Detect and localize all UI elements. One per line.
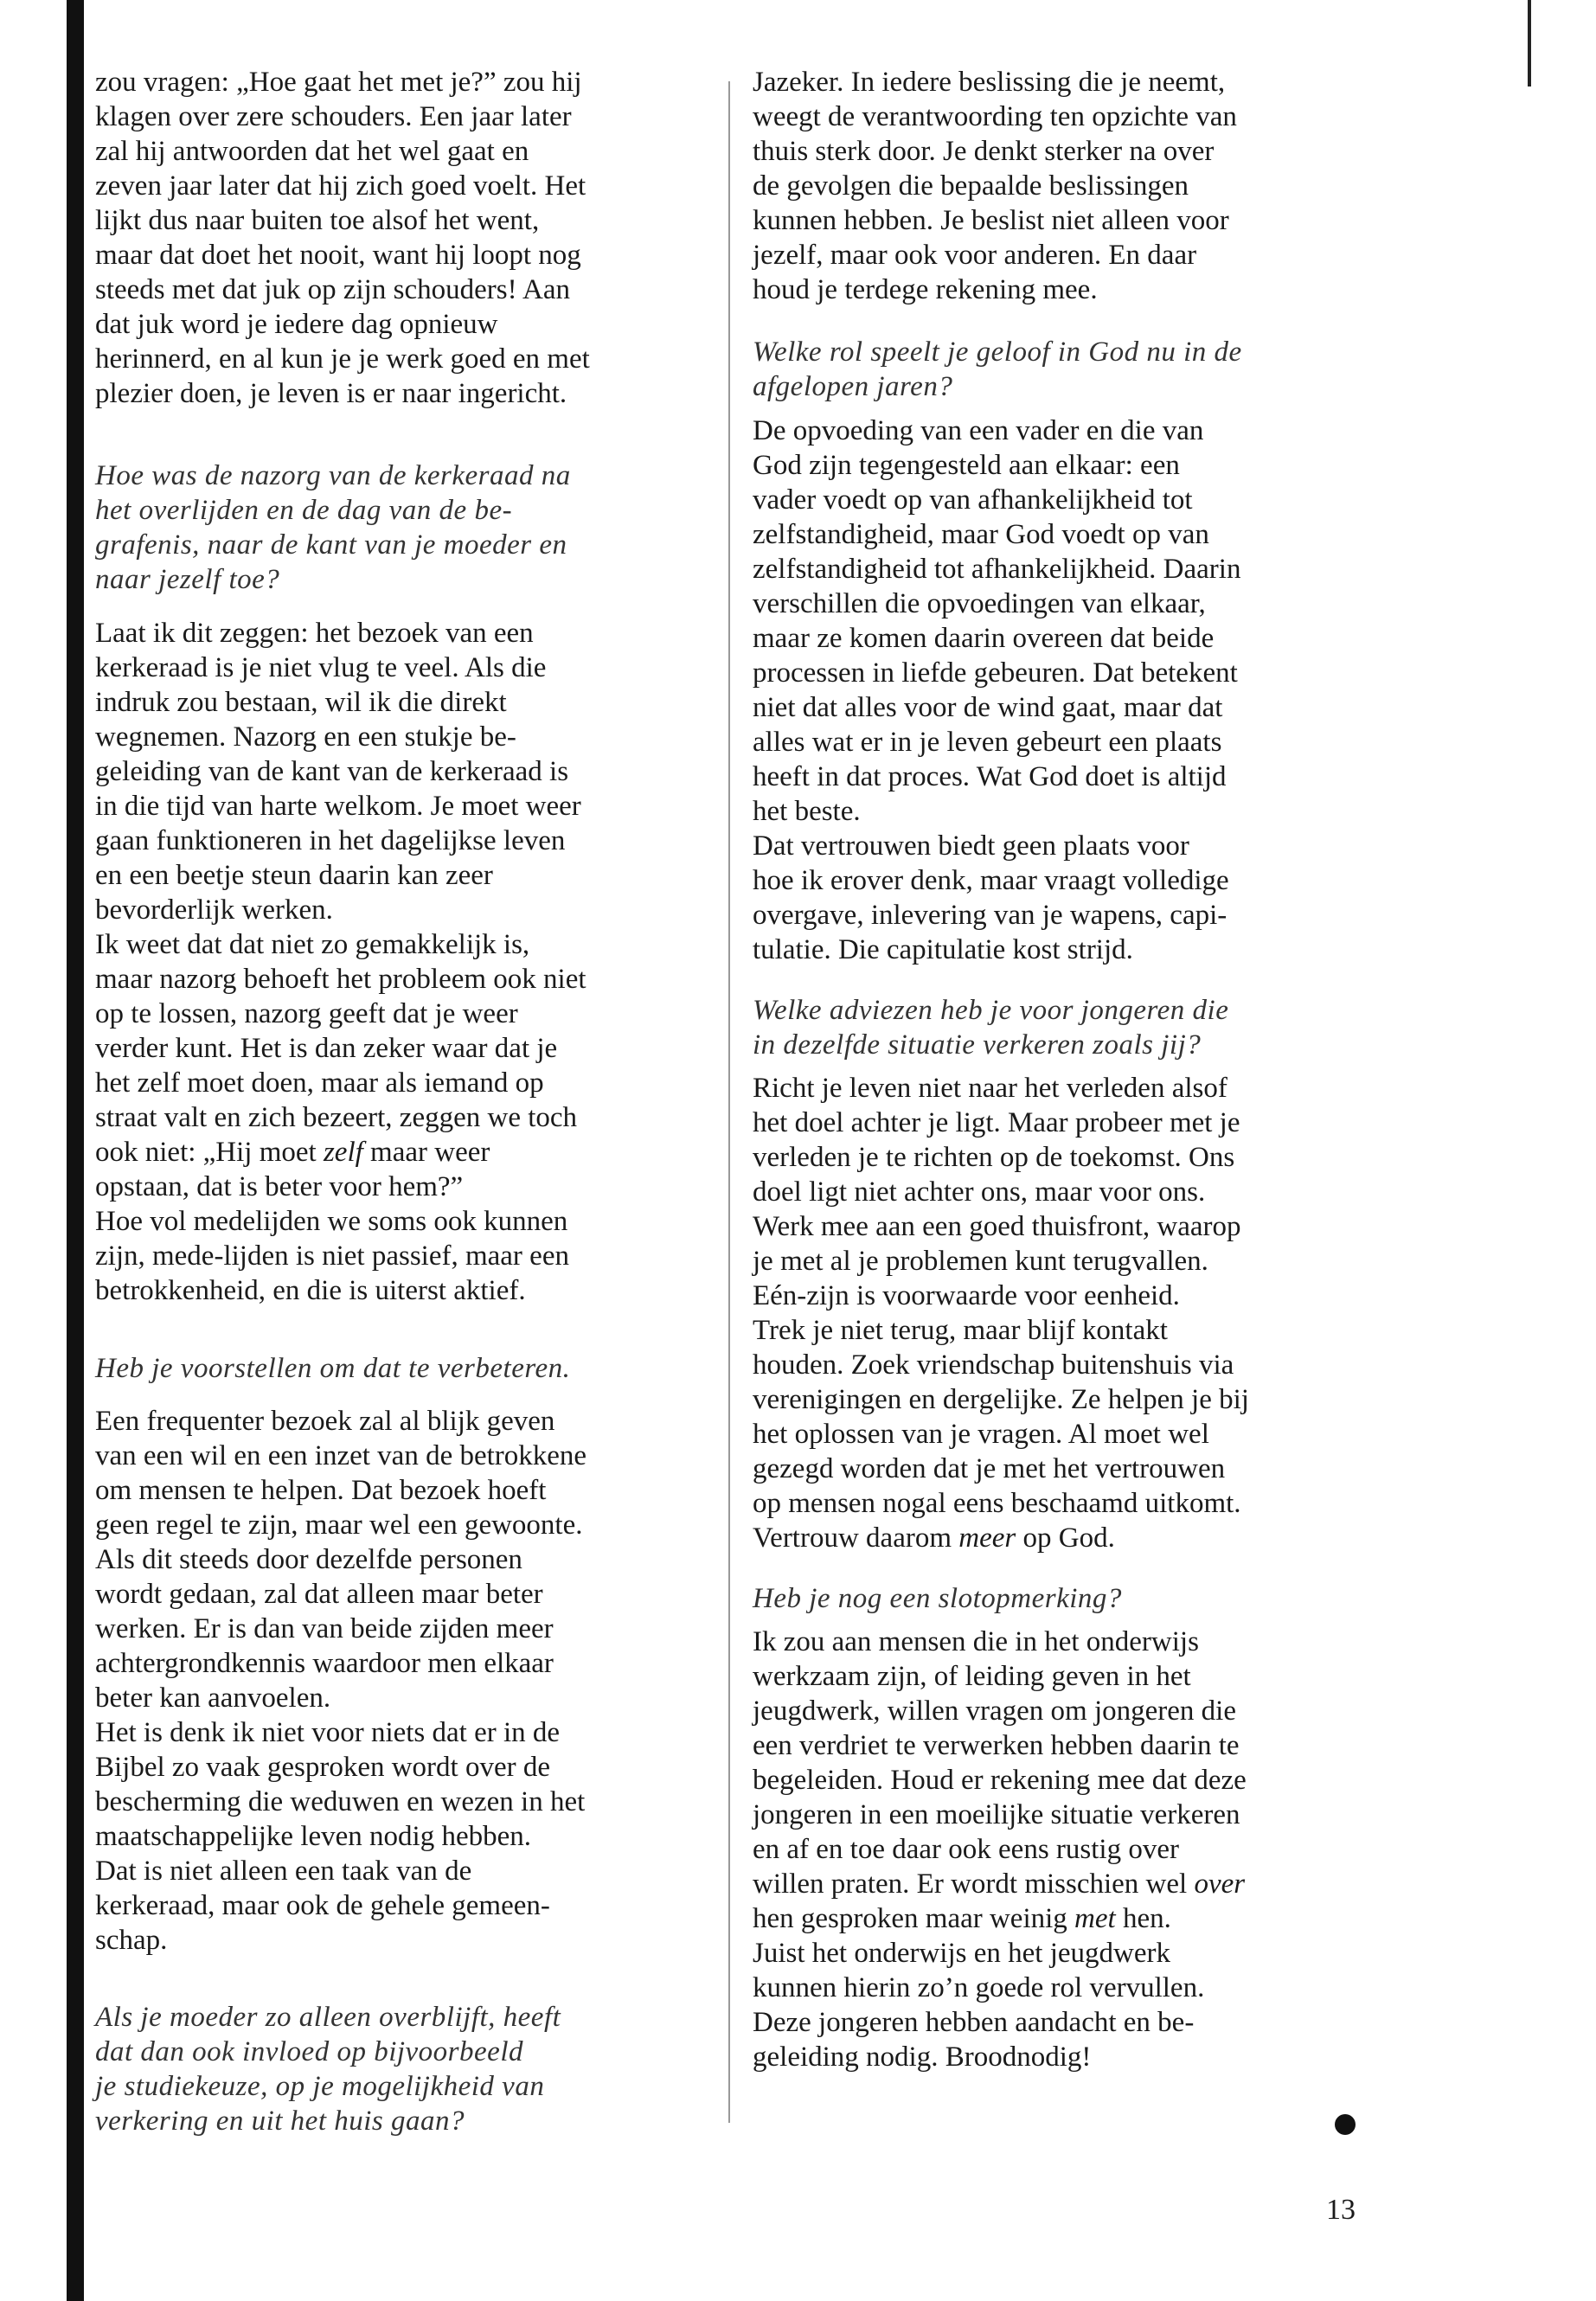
interview-answer xyxy=(95,616,586,1308)
text-line: naar jezelf toe? xyxy=(95,564,280,595)
text-line: jeugdwerk, willen vragen om jongeren die xyxy=(753,1695,1236,1727)
text-line: plezier doen, je leven is er naar ingericht. xyxy=(95,378,567,409)
text-line: op te lossen, nazorg geeft dat je weer xyxy=(95,998,518,1029)
text-line: verenigingen en dergelijke. Ze helpen je bij xyxy=(753,1384,1249,1415)
text-line: Heb je voorstellen om dat te verbeteren. xyxy=(95,1353,571,1384)
text-line: maar ze komen daarin overeen dat beide xyxy=(753,623,1215,654)
text-line: kunnen hebben. Je beslist niet alleen voor xyxy=(753,205,1229,236)
text-line: Werk mee aan een goed thuisfront, waarop xyxy=(753,1211,1241,1242)
text-line: zelfstandigheid, maar God voedt op van xyxy=(753,519,1209,550)
text-line: bescherming die weduwen en wezen in het xyxy=(95,1786,586,1817)
text-line: werkzaam zijn, of leiding geven in het xyxy=(753,1661,1191,1692)
text-line: doel ligt niet achter ons, maar voor ons. xyxy=(753,1176,1206,1208)
text-line: heeft in dat proces. Wat God doet is altijd xyxy=(753,761,1227,792)
page-edge-right xyxy=(1528,0,1531,87)
text-line: De opvoeding van een vader en die van xyxy=(753,415,1204,446)
text-line: een verdriet te verwerken hebben daarin te xyxy=(753,1730,1240,1761)
text-line: in die tijd van harte welkom. Je moet weer xyxy=(95,791,581,822)
text-line: schap. xyxy=(95,1925,168,1956)
text-line: Deze jongeren hebben aandacht en be- xyxy=(753,2007,1195,2038)
text-line: houden. Zoek vriendschap buitenshuis via xyxy=(753,1349,1234,1381)
text-line: en af en toe daar ook eens rustig over xyxy=(753,1834,1179,1865)
interview-answer xyxy=(753,65,1237,307)
text-line: en een beetje steun daarin kan zeer xyxy=(95,860,493,891)
text-line: indruk zou bestaan, wil ik die direkt xyxy=(95,687,507,718)
text-line: Juist het onderwijs en het jeugdwerk xyxy=(753,1938,1170,1969)
interview-question xyxy=(753,993,1228,1062)
text-line: Richt je leven niet naar het verleden alsof xyxy=(753,1073,1227,1104)
interview-answer xyxy=(753,1071,1249,1555)
end-bullet xyxy=(1335,2114,1356,2135)
text-line: niet dat alles voor de wind gaat, maar dat xyxy=(753,692,1223,723)
text-line: kunnen hierin zo’n goede rol vervullen. xyxy=(753,1972,1205,2003)
text-line: hoe ik erover denk, maar vraagt volledige xyxy=(753,865,1229,896)
text-line: God zijn tegengesteld aan elkaar: een xyxy=(753,450,1180,481)
text-line: op mensen nogal eens beschaamd uitkomt. xyxy=(753,1488,1241,1519)
text-line: Een frequenter bezoek zal al blijk geven xyxy=(95,1406,555,1437)
text-line: Vertrouw daarom meer op God. xyxy=(753,1522,1115,1554)
page-edge-left xyxy=(67,0,84,2301)
text-line: het beste. xyxy=(753,796,861,827)
text-line: het doel achter je ligt. Maar probeer met je xyxy=(753,1107,1240,1138)
text-line: in dezelfde situatie verkeren zoals jij? xyxy=(753,1029,1202,1061)
text-line: zeven jaar later dat hij zich goed voelt. Het xyxy=(95,170,586,202)
text-line: herinnerd, en al kun je je werk goed en met xyxy=(95,343,590,375)
text-line: geen regel te zijn, maar wel een gewoonte. xyxy=(95,1509,583,1541)
text-line: gaan funktioneren in het dagelijkse leven xyxy=(95,825,566,856)
text-line: maar dat doet het nooit, want hij loopt nog xyxy=(95,240,581,271)
interview-question xyxy=(95,2000,561,2138)
text-line: vader voedt op van afhankelijkheid tot xyxy=(753,484,1193,516)
text-line: Ik zou aan mensen die in het onderwijs xyxy=(753,1626,1199,1657)
text-line: het oplossen van je vragen. Al moet wel xyxy=(753,1419,1209,1450)
text-line: beter kan aanvoelen. xyxy=(95,1682,331,1714)
text-line: Trek je niet terug, maar blijf kontakt xyxy=(753,1315,1168,1346)
interview-question xyxy=(95,458,571,597)
text-line: ook niet: „Hij moet zelf maar weer xyxy=(95,1137,490,1168)
text-line: Jazeker. In iedere beslissing die je neemt, xyxy=(753,67,1226,98)
column-divider xyxy=(728,81,730,2123)
text-line: overgave, inlevering van je wapens, capi- xyxy=(753,900,1227,931)
text-line: je met al je problemen kunt terugvallen. xyxy=(753,1246,1208,1277)
text-line: Welke adviezen heb je voor jongeren die xyxy=(753,995,1229,1026)
text-line: Als dit steeds door dezelfde personen xyxy=(95,1544,522,1575)
text-line: klagen over zere schouders. Een jaar later xyxy=(95,101,572,132)
text-line: je studiekeuze, op je mogelijkheid van xyxy=(95,2071,545,2102)
text-line: bevorderlijk werken. xyxy=(95,894,333,926)
interview-answer xyxy=(753,1625,1247,2074)
text-line: Hoe vol medelijden we soms ook kunnen xyxy=(95,1206,568,1237)
text-line: geleiding van de kant van de kerkeraad is xyxy=(95,756,569,787)
text-line: tulatie. Die capitulatie kost strijd. xyxy=(753,934,1133,965)
text-line: Dat vertrouwen biedt geen plaats voor xyxy=(753,830,1189,862)
text-line: lijkt dus naar buiten toe alsof het went, xyxy=(95,205,540,236)
text-line: zijn, mede-lijden is niet passief, maar een xyxy=(95,1240,569,1272)
text-line: begeleiden. Houd er rekening mee dat deze xyxy=(753,1765,1247,1796)
text-line: grafenis, naar de kant van je moeder en xyxy=(95,529,567,561)
text-line: kerkeraad is je niet vlug te veel. Als die xyxy=(95,652,547,683)
text-line: de gevolgen die bepaalde beslissingen xyxy=(753,170,1189,202)
text-line: steeds met dat juk op zijn schouders! Aan xyxy=(95,274,570,305)
text-line: verleden je te richten op de toekomst. Ons xyxy=(753,1142,1235,1173)
text-line: verkering en uit het huis gaan? xyxy=(95,2106,465,2137)
text-line: Eén-zijn is voorwaarde voor eenheid. xyxy=(753,1280,1180,1311)
text-line: weegt de verantwoording ten opzichte van xyxy=(753,101,1237,132)
text-line: werken. Er is dan van beide zijden meer xyxy=(95,1613,554,1644)
interview-answer xyxy=(95,1404,586,1958)
text-line: Hoe was de nazorg van de kerkeraad na xyxy=(95,460,571,491)
interview-question xyxy=(95,1351,570,1386)
text-line: jezelf, maar ook voor anderen. En daar xyxy=(753,240,1197,271)
text-line: thuis sterk door. Je denkt sterker na over xyxy=(753,136,1215,167)
text-line: zelfstandigheid tot afhankelijkheid. Daarin xyxy=(753,554,1241,585)
text-line: maatschappelijke leven nodig hebben. xyxy=(95,1821,531,1852)
text-line: verder kunt. Het is dan zeker waar dat je xyxy=(95,1033,558,1064)
text-line: Als je moeder zo alleen overblijft, heeft xyxy=(95,2002,561,2033)
text-line: jongeren in een moeilijke situatie verkeren xyxy=(753,1799,1240,1830)
text-line: verschillen die opvoedingen van elkaar, xyxy=(753,588,1206,619)
text-line: gezegd worden dat je met het vertrouwen xyxy=(753,1453,1226,1484)
text-line: Heb je nog een slotopmerking? xyxy=(753,1583,1122,1614)
text-line: het zelf moet doen, maar als iemand op xyxy=(95,1067,544,1099)
text-line: straat valt en zich bezeert, zeggen we toch xyxy=(95,1102,578,1133)
text-line: zou vragen: „Hoe gaat het met je?” zou hij xyxy=(95,67,582,98)
text-line: achtergrondkennis waardoor men elkaar xyxy=(95,1648,554,1679)
text-line: opstaan, dat is beter voor hem?” xyxy=(95,1171,464,1202)
text-line: willen praten. Er wordt misschien wel over xyxy=(753,1868,1246,1900)
text-line: Ik weet dat dat niet zo gemakkelijk is, xyxy=(95,929,530,960)
text-line: kerkeraad, maar ook de gehele gemeen- xyxy=(95,1890,550,1921)
text-line: wordt gedaan, zal dat alleen maar beter xyxy=(95,1579,543,1610)
text-line: Dat is niet alleen een taak van de xyxy=(95,1856,472,1887)
text-line: dat juk word je iedere dag opnieuw xyxy=(95,309,498,340)
interview-question xyxy=(753,335,1242,404)
text-line: geleiding nodig. Broodnodig! xyxy=(753,2041,1092,2073)
text-line: alles wat er in je leven gebeurt een plaats xyxy=(753,727,1222,758)
text-line: maar nazorg behoeft het probleem ook niet xyxy=(95,964,586,995)
text-line: wegnemen. Nazorg en een stukje be- xyxy=(95,721,516,753)
interview-question xyxy=(753,1581,1122,1616)
text-line: zal hij antwoorden dat het wel gaat en xyxy=(95,136,529,167)
text-line: van een wil en een inzet van de betrokkene xyxy=(95,1440,587,1471)
text-line: Bijbel zo vaak gesproken wordt over de xyxy=(95,1752,551,1783)
text-line: Het is denk ik niet voor niets dat er in de xyxy=(95,1717,561,1748)
interview-answer xyxy=(95,65,590,411)
text-line: Welke rol speelt je geloof in God nu in de xyxy=(753,336,1242,368)
text-line: dat dan ook invloed op bijvoorbeeld xyxy=(95,2036,523,2067)
interview-answer xyxy=(753,413,1240,967)
text-line: processen in liefde gebeuren. Dat betekent xyxy=(753,657,1238,689)
text-line: om mensen te helpen. Dat bezoek hoeft xyxy=(95,1475,547,1506)
text-line: het overlijden en de dag van de be- xyxy=(95,495,513,526)
text-line: afgelopen jaren? xyxy=(753,371,953,402)
page-number: 13 xyxy=(1326,2194,1356,2226)
text-line: betrokkenheid, en die is uiterst aktief. xyxy=(95,1275,526,1306)
text-line: houd je terdege rekening mee. xyxy=(753,274,1098,305)
text-line: hen gesproken maar weinig met hen. xyxy=(753,1903,1171,1934)
text-line: Laat ik dit zeggen: het bezoek van een xyxy=(95,618,534,649)
